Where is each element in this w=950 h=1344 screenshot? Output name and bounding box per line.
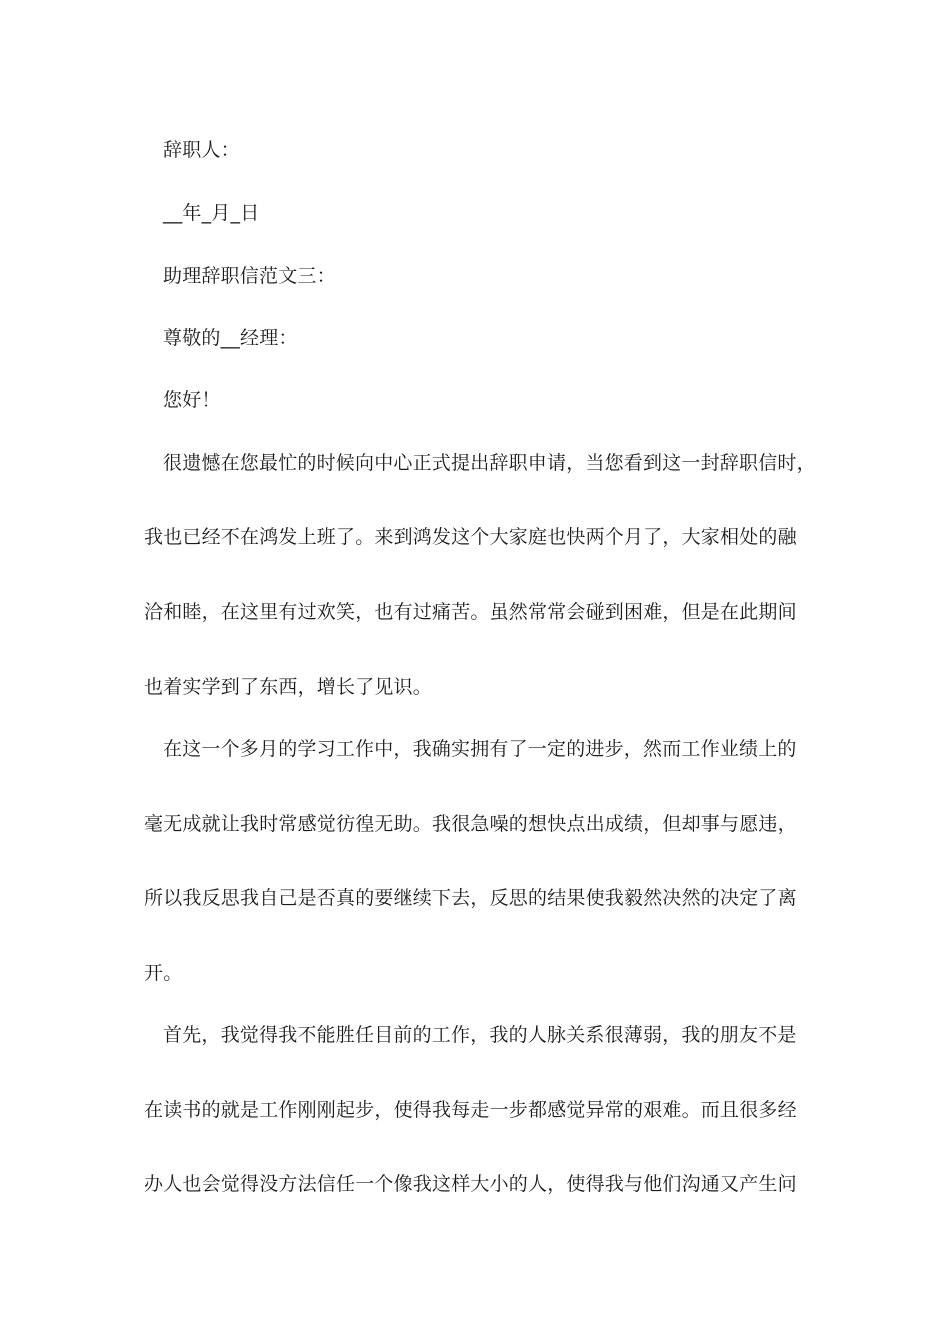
paragraph-3-line-2: 在读书的就是工作刚刚起步，使得我每走一步都感觉异常的艰难。而且很多经 <box>144 1099 797 1121</box>
paragraph-2-line-2: 毫无成就让我时常感觉彷徨无助。我很急噪的想快点出成绩，但却事与愿违， <box>144 813 797 835</box>
signature-line: 辞职人： <box>163 139 240 161</box>
paragraph-2-line-4: 开。 <box>144 962 183 984</box>
paragraph-3-line-3: 办人也会觉得没方法信任一个像我这样大小的人，使得我与他们沟通又产生问 <box>144 1173 797 1195</box>
salutation: 尊敬的__经理： <box>163 327 298 349</box>
paragraph-3-line-1: 首先，我觉得我不能胜任目前的工作，我的人脉关系很薄弱，我的朋友不是 <box>163 1024 797 1046</box>
paragraph-1-line-1: 很遗憾在您最忙的时候向中心正式提出辞职申请，当您看到这一封辞职信时， <box>163 452 816 474</box>
paragraph-2-line-3: 所以我反思我自己是否真的要继续下去，反思的结果使我毅然决然的决定了离 <box>144 887 797 909</box>
paragraph-2-line-1: 在这一个多月的学习工作中，我确实拥有了一定的进步，然而工作业绩上的 <box>163 738 797 760</box>
paragraph-1-line-4: 也着实学到了东西，增长了见识。 <box>144 676 433 698</box>
paragraph-1-line-3: 洽和睦，在这里有过欢笑，也有过痛苦。虽然常常会碰到困难，但是在此期间 <box>144 601 797 623</box>
date-line: __年_月_日 <box>163 202 260 224</box>
paragraph-1-line-2: 我也已经不在鸿发上班了。来到鸿发这个大家庭也快两个月了，大家相处的融 <box>144 526 797 548</box>
greeting: 您好！ <box>163 389 221 411</box>
section-title: 助理辞职信范文三： <box>163 265 336 287</box>
